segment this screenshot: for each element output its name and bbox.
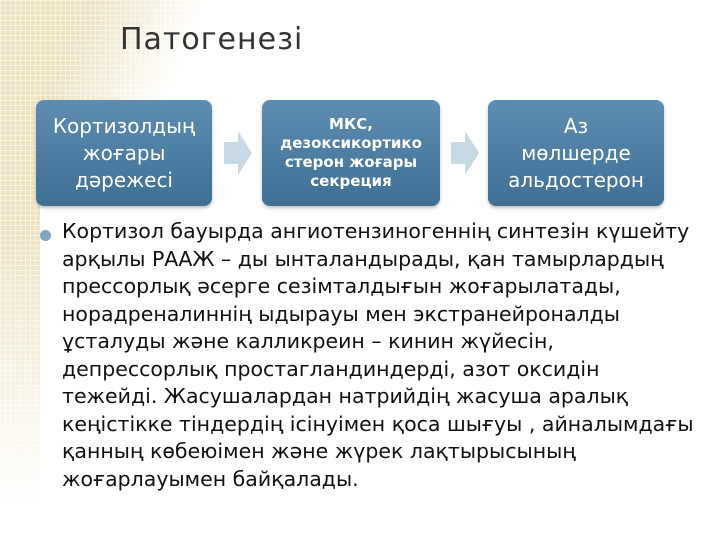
- right-arrow-icon: [451, 131, 479, 175]
- decorative-pattern-left: [0, 150, 40, 530]
- bullet-list: [40, 218, 700, 493]
- bullet-icon: [40, 230, 51, 241]
- flow-box-aldosterone-label: Аз мөлшерде альдостерон: [508, 113, 644, 192]
- slide-title: Патогенезі: [120, 22, 304, 57]
- flow-box-mks: [262, 100, 440, 206]
- flow-box-cortisol-label: Кортизолдың жоғары дәрежесі: [52, 113, 196, 192]
- flow-box-cortisol: [36, 100, 212, 206]
- right-arrow-icon: [224, 131, 252, 175]
- flow-box-mks-label: МКС, дезоксикортико стерон жоғары секреция: [280, 115, 422, 190]
- bullet-paragraph: Кортизол бауырда ангиотензиногеннің синтезін күшейту арқылы РААЖ – ды ынталандырады, қан тамырлардың прессорлық әсерге сезімталдығын жоғарылатады, норадреналиннің ыдырауы мен экстранейроналды ұсталуды және калликреин – кинин жүйесін, депрессорлық простагландиндерді, азот оксидін тежейді. Жасушалардан натрийдің жасуша аралық кеңістікке тіндердің ісінуімен қоса шығуы , айналымдағы қанның көбеюімен және жүрек лақтырысының жоғарлауымен байқалады.: [62, 219, 694, 491]
- flow-box-aldosterone: [488, 100, 664, 206]
